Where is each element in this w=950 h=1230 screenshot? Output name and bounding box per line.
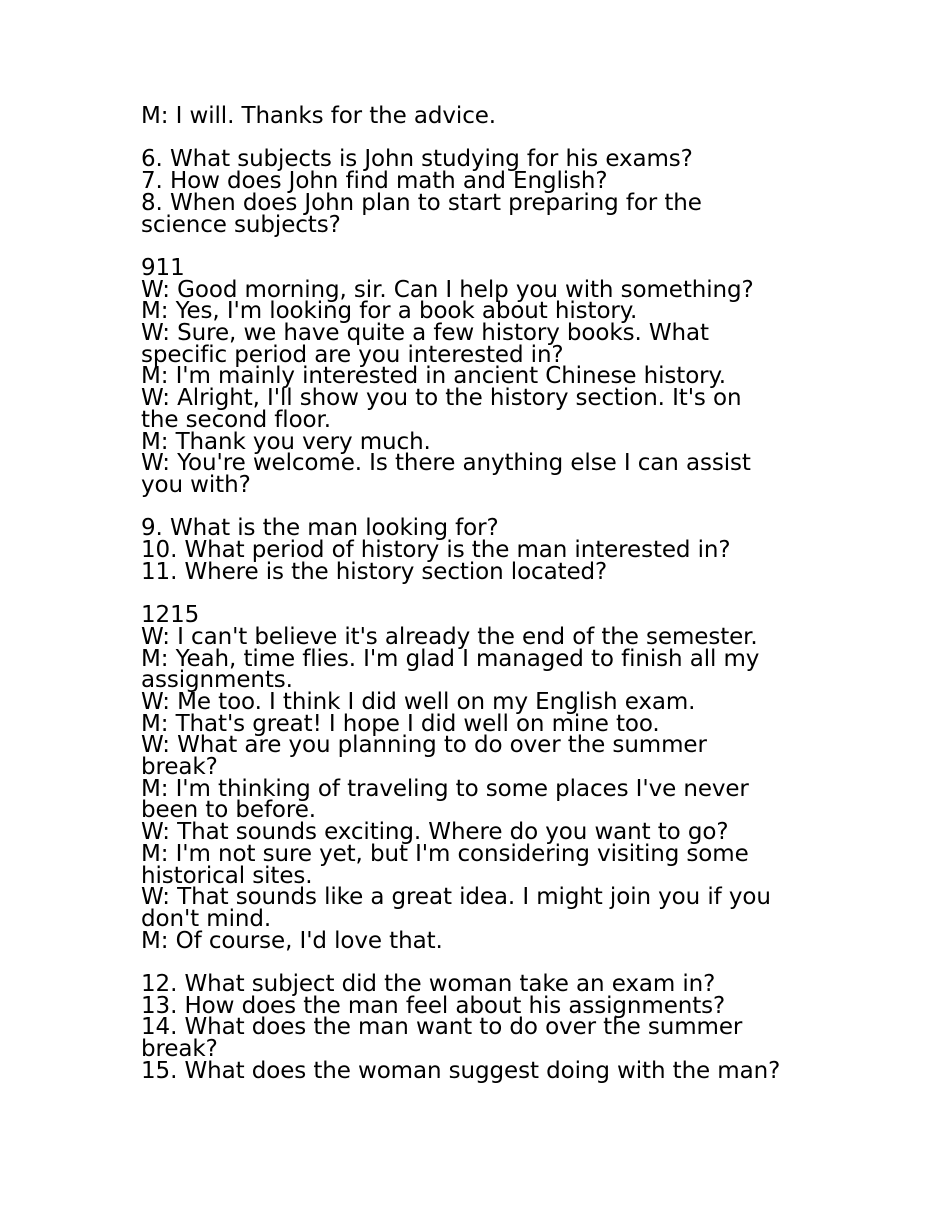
question-line: 14. What does the man want to do over the summer: [141, 1014, 743, 1041]
closing-line-block: [141, 103, 841, 129]
question-line: 12. What subject did the woman take an exam in?: [141, 971, 716, 998]
questions-9-11: [141, 515, 841, 585]
question-line: 8. When does John plan to start preparing for the: [141, 189, 702, 216]
dialogue-line: been to before.: [141, 797, 317, 824]
section-number: 911: [141, 254, 185, 281]
question-line: science subjects?: [141, 211, 341, 238]
dialogue-line: M: I'm not sure yet, but I'm considering visiting some: [141, 840, 749, 867]
dialogue-line: M: I will. Thanks for the advice.: [141, 103, 497, 129]
question-line: 11. Where is the history section located?: [141, 558, 608, 585]
dialogue-line: M: Thank you very much.: [141, 428, 431, 455]
dialogue-line: W: What are you planning to do over the summer: [141, 732, 707, 759]
dialogue-line: specific period are you interested in?: [141, 341, 564, 368]
dialogue-line: you with?: [141, 471, 251, 498]
dialogue-line: W: Me too. I think I did well on my English exam.: [141, 688, 696, 715]
dialogue-line: don't mind.: [141, 905, 272, 932]
dialogue-line: M: Of course, I'd love that.: [141, 927, 443, 954]
dialogue-line: break?: [141, 754, 218, 781]
dialogue-line: W: Sure, we have quite a few history books. What: [141, 320, 709, 346]
dialogue-line: W: Alright, I'll show you to the history section. It's on: [141, 385, 742, 412]
dialogue-line: M: Yes, I'm looking for a book about history.: [141, 298, 638, 325]
question-line: 6. What subjects is John studying for his exams?: [141, 146, 693, 173]
question-line: 10. What period of history is the man interested in?: [141, 537, 731, 564]
questions-6-8: [141, 146, 841, 238]
paragraph-gap: [141, 236, 841, 258]
dialogue-line: M: Yeah, time flies. I'm glad I managed to finish all my: [141, 645, 760, 672]
questions-12-15: [141, 971, 841, 1084]
question-line: 9. What is the man looking for?: [141, 515, 499, 542]
dialogue-12-15: [141, 602, 841, 954]
document-page: [141, 103, 841, 1084]
question-line: 13. How does the man feel about his assignments?: [141, 992, 726, 1019]
dialogue-line: historical sites.: [141, 862, 313, 889]
question-line: 7. How does John find math and English?: [141, 168, 608, 195]
dialogue-9-11: [141, 254, 841, 498]
dialogue-line: W: You're welcome. Is there anything else I can assist: [141, 450, 751, 477]
question-line: break?: [141, 1036, 218, 1063]
dialogue-line: W: That sounds like a great idea. I might join you if you: [141, 884, 771, 911]
dialogue-line: assignments.: [141, 667, 293, 694]
dialogue-line: M: That's great! I hope I did well on mine too.: [141, 710, 660, 737]
dialogue-line: W: That sounds exciting. Where do you want to go?: [141, 819, 729, 846]
dialogue-line: M: I'm mainly interested in ancient Chinese history.: [141, 363, 726, 390]
paragraph-gap: [141, 583, 841, 605]
section-number: 1215: [141, 602, 200, 629]
question-line: 15. What does the woman suggest doing with the man?: [141, 1057, 781, 1084]
dialogue-line: W: Good morning, sir. Can I help you with something?: [141, 276, 754, 303]
dialogue-line: M: I'm thinking of traveling to some places I've never: [141, 775, 749, 802]
dialogue-line: W: I can't believe it's already the end of the semester.: [141, 623, 758, 650]
dialogue-line: the second floor.: [141, 406, 331, 433]
